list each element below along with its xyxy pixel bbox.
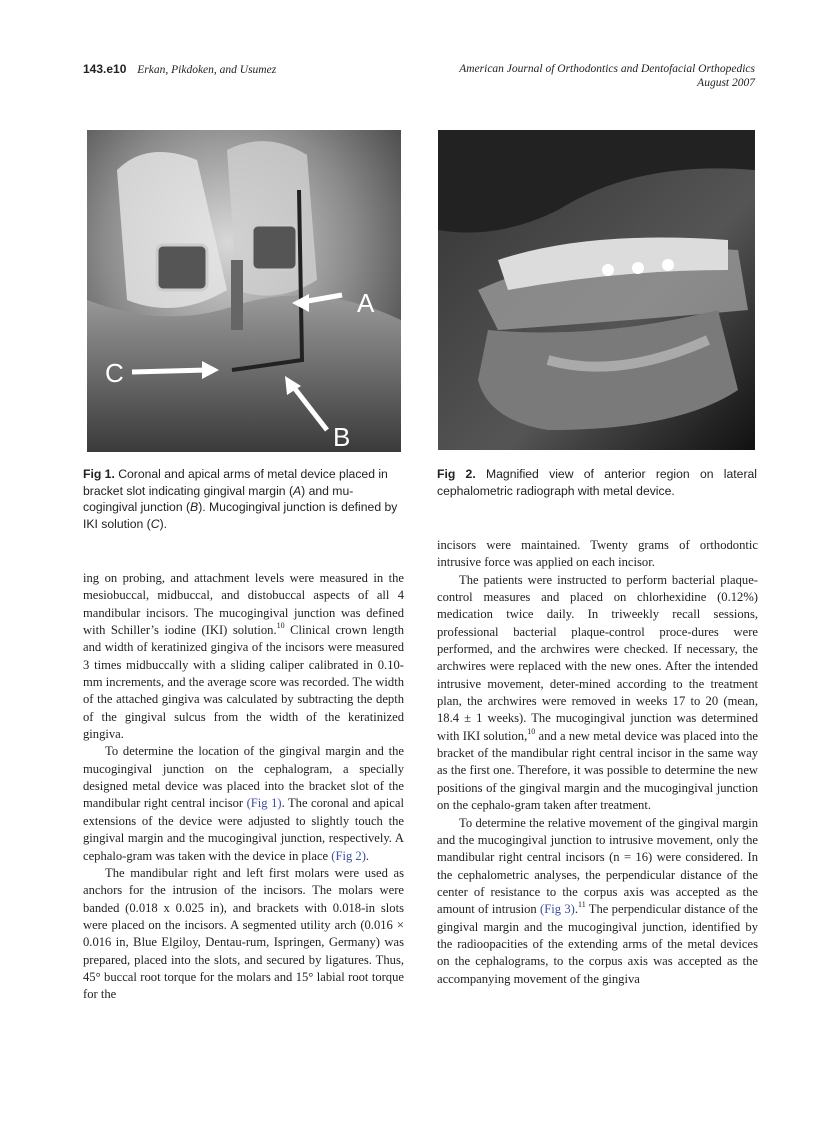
caption-text: ) and mu-cogingival junction ( — [83, 483, 354, 515]
paragraph — [437, 815, 758, 988]
figure-2-radiograph — [438, 130, 755, 450]
text: ing on probing, and attachment levels were measured in the mesiobuccal, midbuccal, and distobuccal aspects of all 4 mandibular incisors. The mucogingival junction was defined with Schiller’s iodine (IKI) solution. — [83, 571, 404, 638]
fig-1-link[interactable]: (Fig 1) — [246, 796, 282, 811]
caption-label: Fig 1. — [83, 467, 115, 481]
paragraph — [83, 865, 404, 1004]
caption-text: A — [293, 483, 302, 498]
caption-text: B — [190, 500, 199, 515]
paragraph — [437, 572, 758, 815]
figure-2-caption — [437, 466, 757, 499]
figure-1-caption — [83, 466, 405, 532]
reference-10: 10 — [527, 726, 536, 736]
caption-text: ). Mucogingival junction is defined by IKI solution ( — [83, 500, 398, 531]
caption-text: ). — [159, 516, 168, 531]
text: Clinical crown length and width of keratinized gingiva of the incisors were measured 3 times midbuccally with a sliding caliper calibrated in 0.10-mm increments, and the average score was recorded. The width of the attached gingiva was calculated by subtracting the depth of the gingival sulcus from the width of the keratinized gingiva. — [83, 623, 404, 742]
reference-10: 10 — [276, 621, 285, 631]
label-c: C — [105, 358, 124, 388]
fig-3-link[interactable]: (Fig 3) — [540, 902, 575, 917]
text: . The coronal and apical extensions of the device were adjusted to slightly touch the gingival margin and the mucogingival junction, respectively. A cephalo-gram was taken with the device in place — [83, 796, 404, 863]
running-header-left — [83, 62, 276, 76]
text: incisors were maintained. Twenty grams of orthodontic intrusive force was applied on each incisor. — [437, 538, 758, 570]
caption-text: C — [150, 516, 160, 531]
fig-2-link[interactable]: (Fig 2) — [331, 848, 366, 863]
text: . — [365, 848, 370, 863]
caption-text: Magnified view of anterior region on lateral cephalometric radiograph with metal device. — [437, 467, 757, 498]
text: The mandibular right and left first molars were used as anchors for the intrusion of the incisors. The molars were banded (0.018 x 0.025 in), and brackets with 0.018-in slots were placed on the incisors. A segmented utility arch (0.016 × 0.016 in, Blue Elgiloy, Dentau-rum, Ispringen, Germany) was prepared, placed into the slots, and secured by ligatures. Thus, 45° buccal root torque for the molars and 15° labial root torque for the — [83, 865, 404, 1002]
reference-11: 11 — [577, 900, 586, 910]
text: and a new metal device was placed into the bracket of the mandibular right central incisor in the same way as the first one. Therefore, it was possible to determine the new positions of the gingival margin and the mucogingival junction on the cephalo-gram taken after treatment. — [437, 728, 758, 813]
paragraph — [83, 743, 404, 864]
journal-name: American Journal of Orthodontics and Dentofacial Orthopedics — [459, 63, 755, 75]
paragraph — [437, 537, 758, 572]
caption-text: Coronal and apical arms of metal device placed in bracket slot indicating gingival margin ( — [83, 467, 388, 498]
authors: Erkan, Pikdoken, and Usumez — [137, 64, 277, 76]
right-column — [437, 537, 758, 988]
label-a: A — [357, 288, 375, 318]
running-header-right — [459, 62, 755, 90]
text: . — [574, 902, 578, 917]
figure-1-photo — [87, 130, 401, 452]
page-number: 143.e10 — [83, 62, 127, 76]
label-b: B — [333, 422, 351, 452]
text: To determine the relative movement of the gingival margin and the mucogingival junction to intrusive movement, only the mandibular right central incisors (n = 16) were considered. In the cephalometric analyses, the perpendicular distance of the center of resistance to the corpus axis was accepted as the amount of intrusion — [437, 815, 758, 917]
issue-date: August 2007 — [697, 77, 755, 89]
text: To determine the location of the gingival margin and the mucogingival junction on the cephalogram, a specially designed metal device was placed into the bracket slot of the mandibular right central incisor — [83, 744, 404, 811]
caption-label: Fig 2. — [437, 467, 476, 481]
paragraph — [83, 570, 404, 743]
text: The patients were instructed to perform bacterial plaque-control measures and placed on chlorhexidine (0.12%) medication twice daily. In triweekly recall sessions, professional bacterial plaque-control proce-dures were performed, and the archwires were checked. If necessary, the archwires were replaced with the new ones. After the intended intrusive movement, deter-mined according to the treatment plan, the archwires were removed in weeks 17 to 20 (mean, 18.4 ± 1 weeks). The mucogingival junction was determined with IKI solution, — [437, 572, 758, 743]
left-column — [83, 570, 404, 1004]
text: The perpendicular distance of the gingival margin and the mucogingival junction, identified by the radioopacities of the extending arms of the metal devices on the cephalograms, to the corpus axis was accepted as the accompanying movement of the gingiva — [437, 902, 758, 986]
